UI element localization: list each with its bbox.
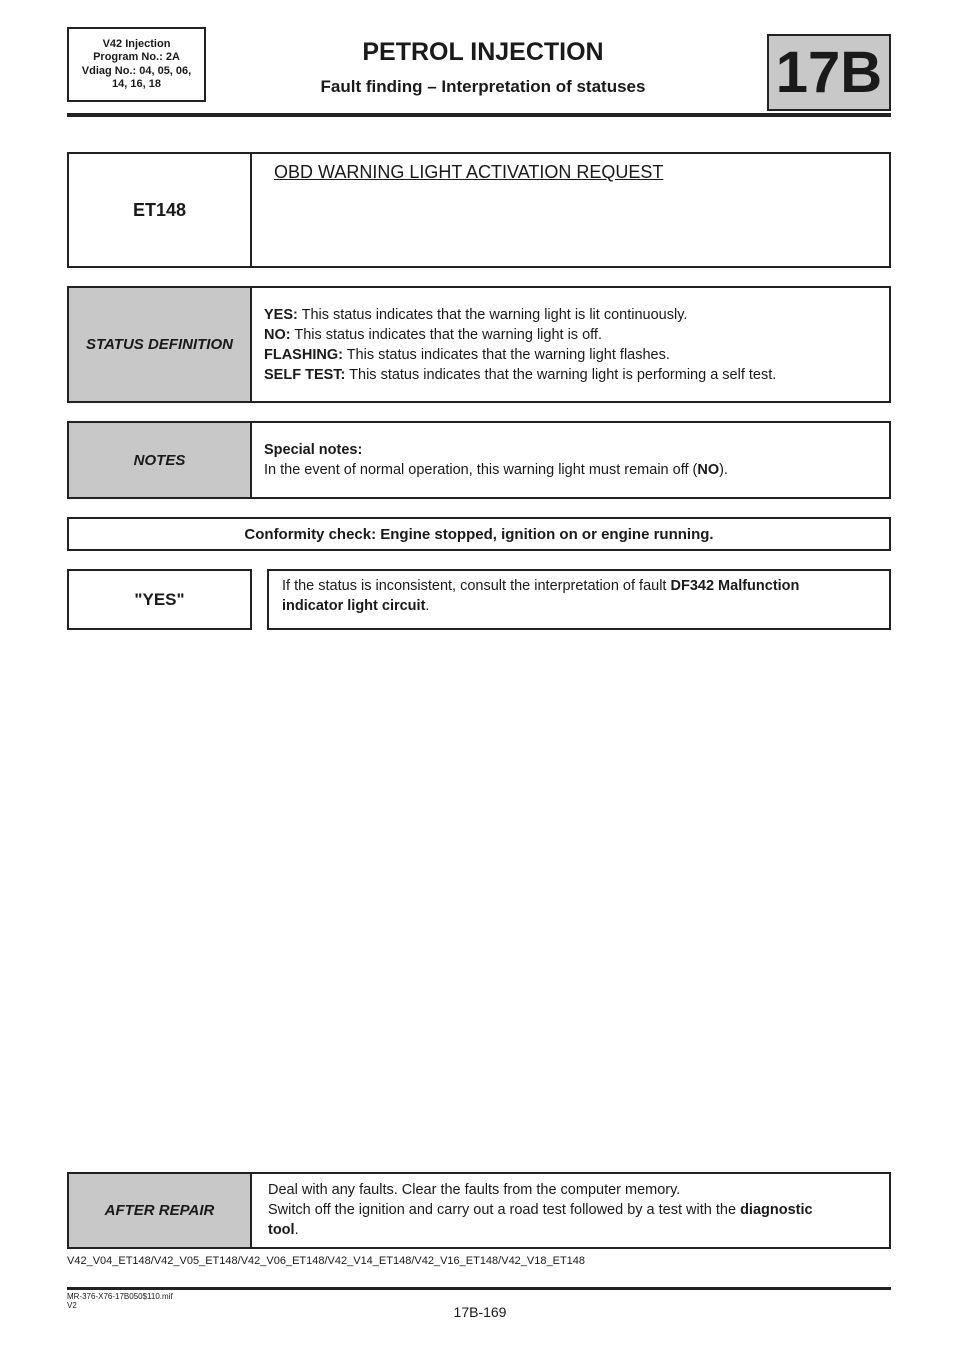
definition-key: SELF TEST:	[264, 367, 346, 383]
conformity-check: Conformity check: Engine stopped, ignition on or engine running.	[67, 517, 891, 551]
page-number: 17B-169	[453, 1304, 507, 1320]
status-name: OBD WARNING LIGHT ACTIVATION REQUEST	[274, 162, 664, 182]
notes-label: NOTES	[67, 421, 252, 499]
notes-heading: Special notes:	[264, 442, 363, 458]
footer-divider	[67, 1287, 891, 1290]
after-repair-line-1: Deal with any faults. Clear the faults from the computer memory.	[268, 1182, 681, 1198]
definition-key: YES:	[264, 307, 298, 323]
yes-case-text	[282, 576, 882, 616]
definition-item	[264, 345, 884, 365]
notes-emphasis: NO	[697, 462, 720, 478]
definition-value: This status indicates that the warning light is off.	[290, 327, 602, 343]
definition-value: This status indicates that the warning light flashes.	[342, 347, 670, 363]
definition-value: This status indicates that the warning light is performing a self test.	[345, 367, 777, 383]
diagnostic-tool-term: diagnostic	[740, 1202, 813, 1218]
notes-body-end: ).	[719, 462, 728, 478]
page-title: PETROL INJECTION	[362, 38, 604, 66]
notes-body-start: In the event of normal operation, this warning light must remain off (	[264, 462, 698, 478]
info-line-2: Program No.: 2A	[93, 51, 180, 63]
section-code-badge: 17B	[767, 34, 891, 111]
definition-item	[264, 365, 884, 385]
yes-case-end: .	[425, 598, 430, 614]
vehicle-info-box	[67, 27, 206, 102]
yes-case-label: "YES"	[67, 569, 252, 630]
after-repair-label: AFTER REPAIR	[67, 1172, 252, 1249]
yes-case-body: If the status is inconsistent, consult the interpretation of fault	[282, 578, 671, 594]
info-line-3: Vdiag No.: 04, 05, 06,	[81, 64, 192, 77]
diagnostic-tool-term-cont: tool	[268, 1222, 295, 1238]
after-repair-text	[268, 1180, 886, 1240]
source-file: MR-376-X76-17B050$110.mif	[67, 1292, 173, 1301]
page-subtitle: Fault finding – Interpretation of statuses	[320, 77, 646, 96]
definition-key: FLASHING:	[264, 347, 343, 363]
fault-reference: DF342 Malfunction	[670, 578, 800, 594]
info-line-1: V42 Injection	[102, 37, 171, 50]
definition-value: This status indicates that the warning light is lit continuously.	[297, 307, 688, 323]
version-label: V2	[67, 1301, 77, 1310]
status-code: ET148	[67, 152, 252, 268]
notes-text	[264, 440, 884, 480]
after-repair-end: .	[294, 1222, 299, 1238]
definition-item	[264, 325, 884, 345]
fault-reference-cont: indicator light circuit	[282, 598, 426, 614]
header-divider	[67, 113, 891, 117]
definition-item	[264, 305, 884, 325]
after-repair-line-2: Switch off the ignition and carry out a road test followed by a test with the	[268, 1202, 741, 1218]
reference-codes: V42_V04_ET148/V42_V05_ET148/V42_V06_ET148/V42_V14_ET148/V42_V16_ET148/V42_V18_ET148	[67, 1255, 586, 1267]
status-definition-label: STATUS DEFINITION	[67, 286, 252, 403]
definition-key: NO:	[264, 327, 291, 343]
status-definition-text	[264, 305, 884, 385]
info-line-4: 14, 16, 18	[112, 78, 161, 90]
